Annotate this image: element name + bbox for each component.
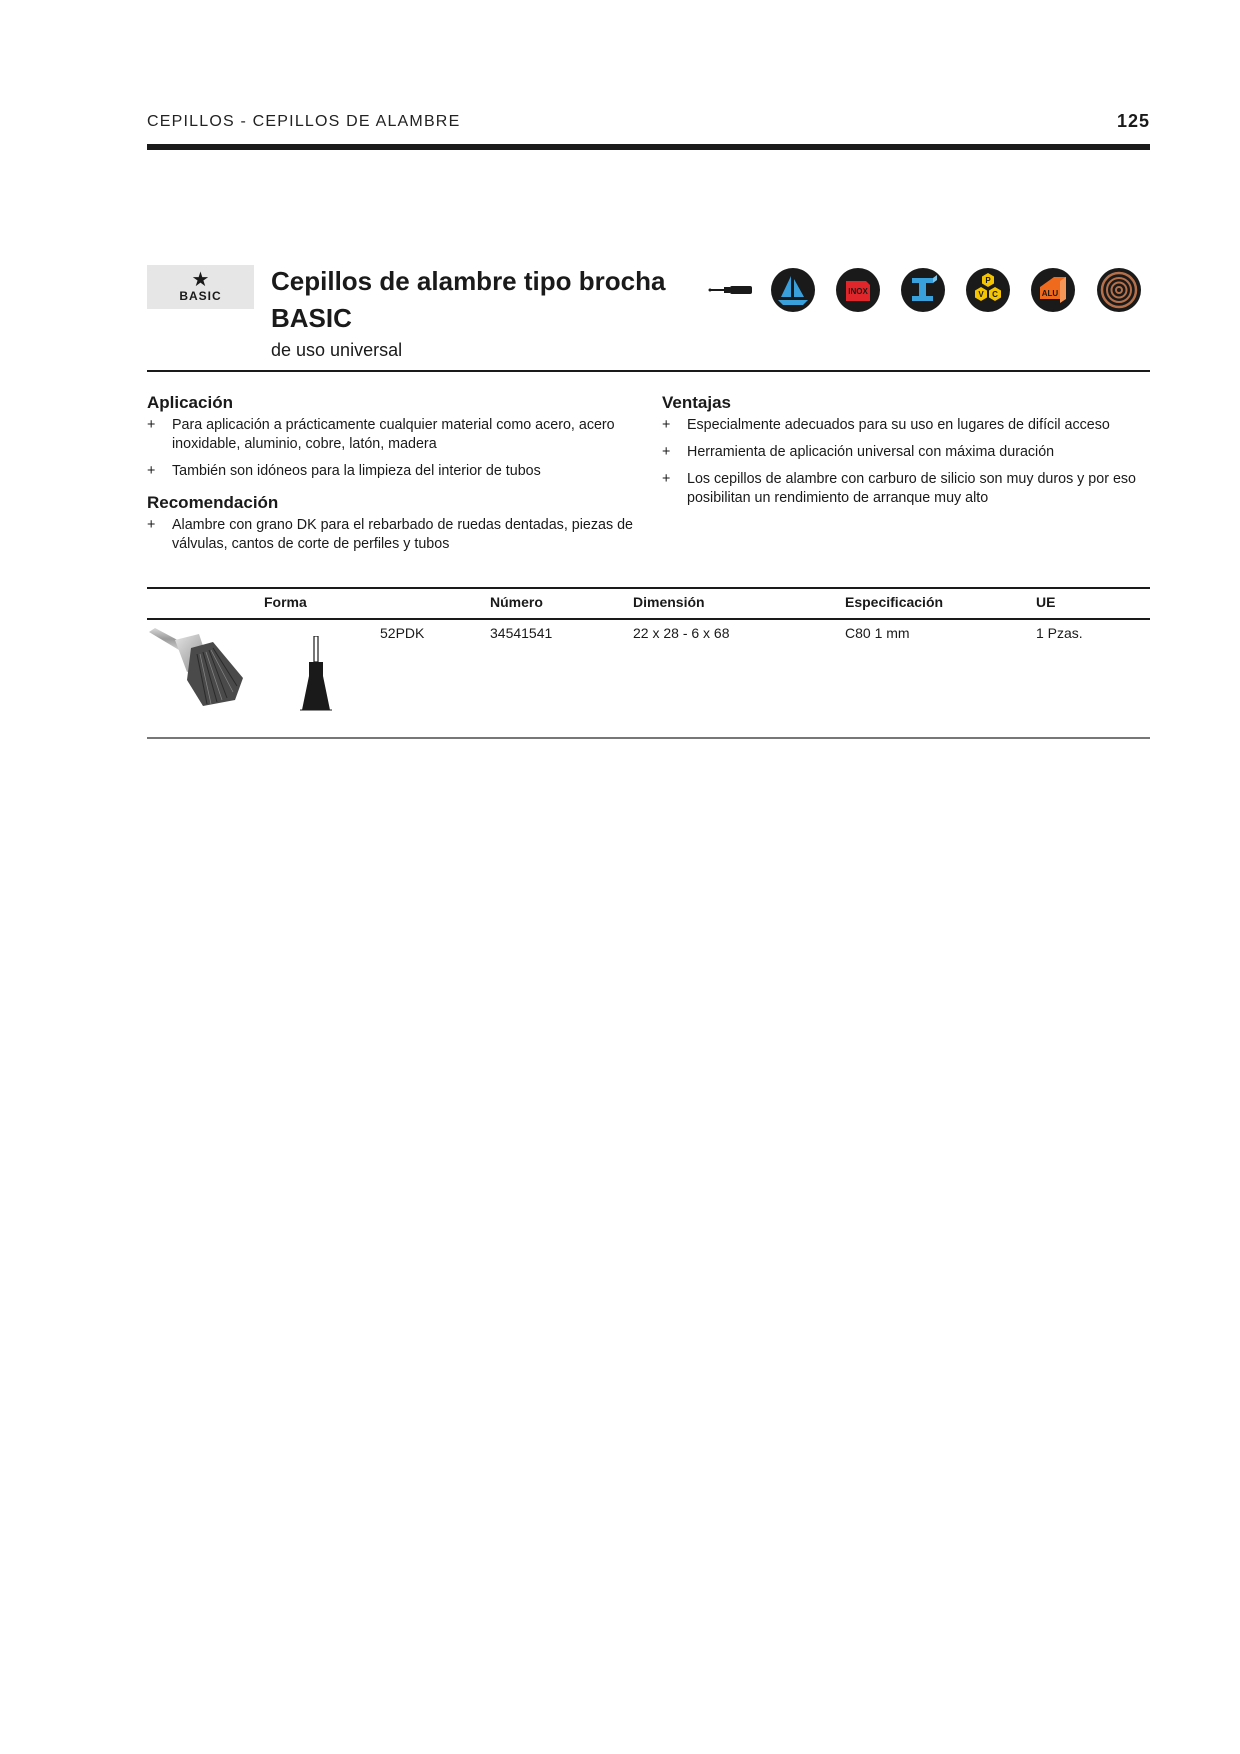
plus-icon: + bbox=[147, 417, 156, 433]
product-title-line2: BASIC bbox=[271, 303, 352, 333]
col-header-especificacion: Especificación bbox=[845, 594, 944, 610]
recomendacion-heading: Recomendación bbox=[147, 493, 279, 512]
plus-icon: + bbox=[662, 471, 671, 487]
list-item: + También son idóneos para la limpieza del interior de tubos bbox=[147, 463, 541, 479]
list-item: + Para aplicación a prácticamente cualquier material como acero, acero inoxidable, aluminio, cobre, latón, madera bbox=[147, 417, 615, 452]
col-header-forma: Forma bbox=[264, 594, 307, 610]
cell-numero: 34541541 bbox=[490, 625, 553, 641]
page-number: 125 bbox=[1116, 111, 1150, 131]
svg-text:ALU: ALU bbox=[1041, 289, 1059, 298]
col-header-dimension: Dimensión bbox=[633, 594, 705, 610]
plus-icon: + bbox=[662, 444, 671, 460]
section-title: CEPILLOS - CEPILLOS DE ALAMBRE bbox=[147, 113, 461, 130]
star-icon: ★ bbox=[191, 269, 210, 291]
pvc-icon bbox=[965, 267, 1011, 313]
badge-label: BASIC bbox=[179, 289, 222, 303]
plus-icon: + bbox=[662, 417, 671, 433]
table-top-rule bbox=[147, 587, 1150, 589]
svg-text:V: V bbox=[978, 290, 984, 299]
structural-steel-icon bbox=[900, 267, 946, 313]
cell-ue: 1 Pzas. bbox=[1036, 625, 1083, 641]
svg-text:C: C bbox=[992, 290, 998, 299]
list-item: + Herramienta de aplicación universal con máxima duración bbox=[662, 444, 1055, 460]
aplicacion-list bbox=[147, 416, 647, 489]
col-header-numero: Número bbox=[490, 594, 543, 610]
cell-forma: 52PDK bbox=[380, 625, 425, 641]
alu-icon bbox=[1030, 267, 1076, 313]
brush-photo bbox=[147, 624, 255, 712]
product-title bbox=[271, 263, 691, 337]
product-subtitle: de uso universal bbox=[271, 340, 403, 360]
ventajas-list bbox=[662, 416, 1148, 516]
product-title-line1: Cepillos de alambre tipo brocha bbox=[271, 266, 666, 296]
list-item: + Los cepillos de alambre con carburo de silicio son muy duros y por eso posibilitan un rendimiento de arranque muy alto bbox=[662, 471, 1136, 506]
plus-icon: + bbox=[147, 463, 156, 479]
cell-dimension: 22 x 28 - 6 x 68 bbox=[633, 625, 730, 641]
ventajas-heading: Ventajas bbox=[662, 393, 731, 412]
plus-icon: + bbox=[147, 517, 156, 533]
cell-especificacion: C80 1 mm bbox=[845, 625, 910, 641]
recomendacion-list bbox=[147, 516, 647, 562]
svg-text:INOX: INOX bbox=[848, 287, 868, 296]
aplicacion-heading: Aplicación bbox=[147, 393, 233, 412]
title-divider bbox=[147, 370, 1150, 372]
steel-icon bbox=[770, 267, 816, 313]
list-item: + Alambre con grano DK para el rebarbado de ruedas dentadas, piezas de válvulas, cantos de corte de perfiles y tubos bbox=[147, 517, 633, 552]
table-header-rule bbox=[147, 618, 1150, 620]
table-bottom-rule bbox=[147, 737, 1150, 739]
brush-drawing bbox=[300, 636, 334, 712]
col-header-ue: UE bbox=[1036, 594, 1056, 610]
basic-badge bbox=[147, 265, 254, 309]
drill-tool-icon bbox=[708, 280, 754, 300]
svg-text:P: P bbox=[985, 276, 991, 285]
inox-icon bbox=[835, 267, 881, 313]
list-item: + Especialmente adecuados para su uso en lugares de difícil acceso bbox=[662, 417, 1110, 433]
wood-icon bbox=[1096, 267, 1142, 313]
header-divider bbox=[147, 144, 1150, 150]
